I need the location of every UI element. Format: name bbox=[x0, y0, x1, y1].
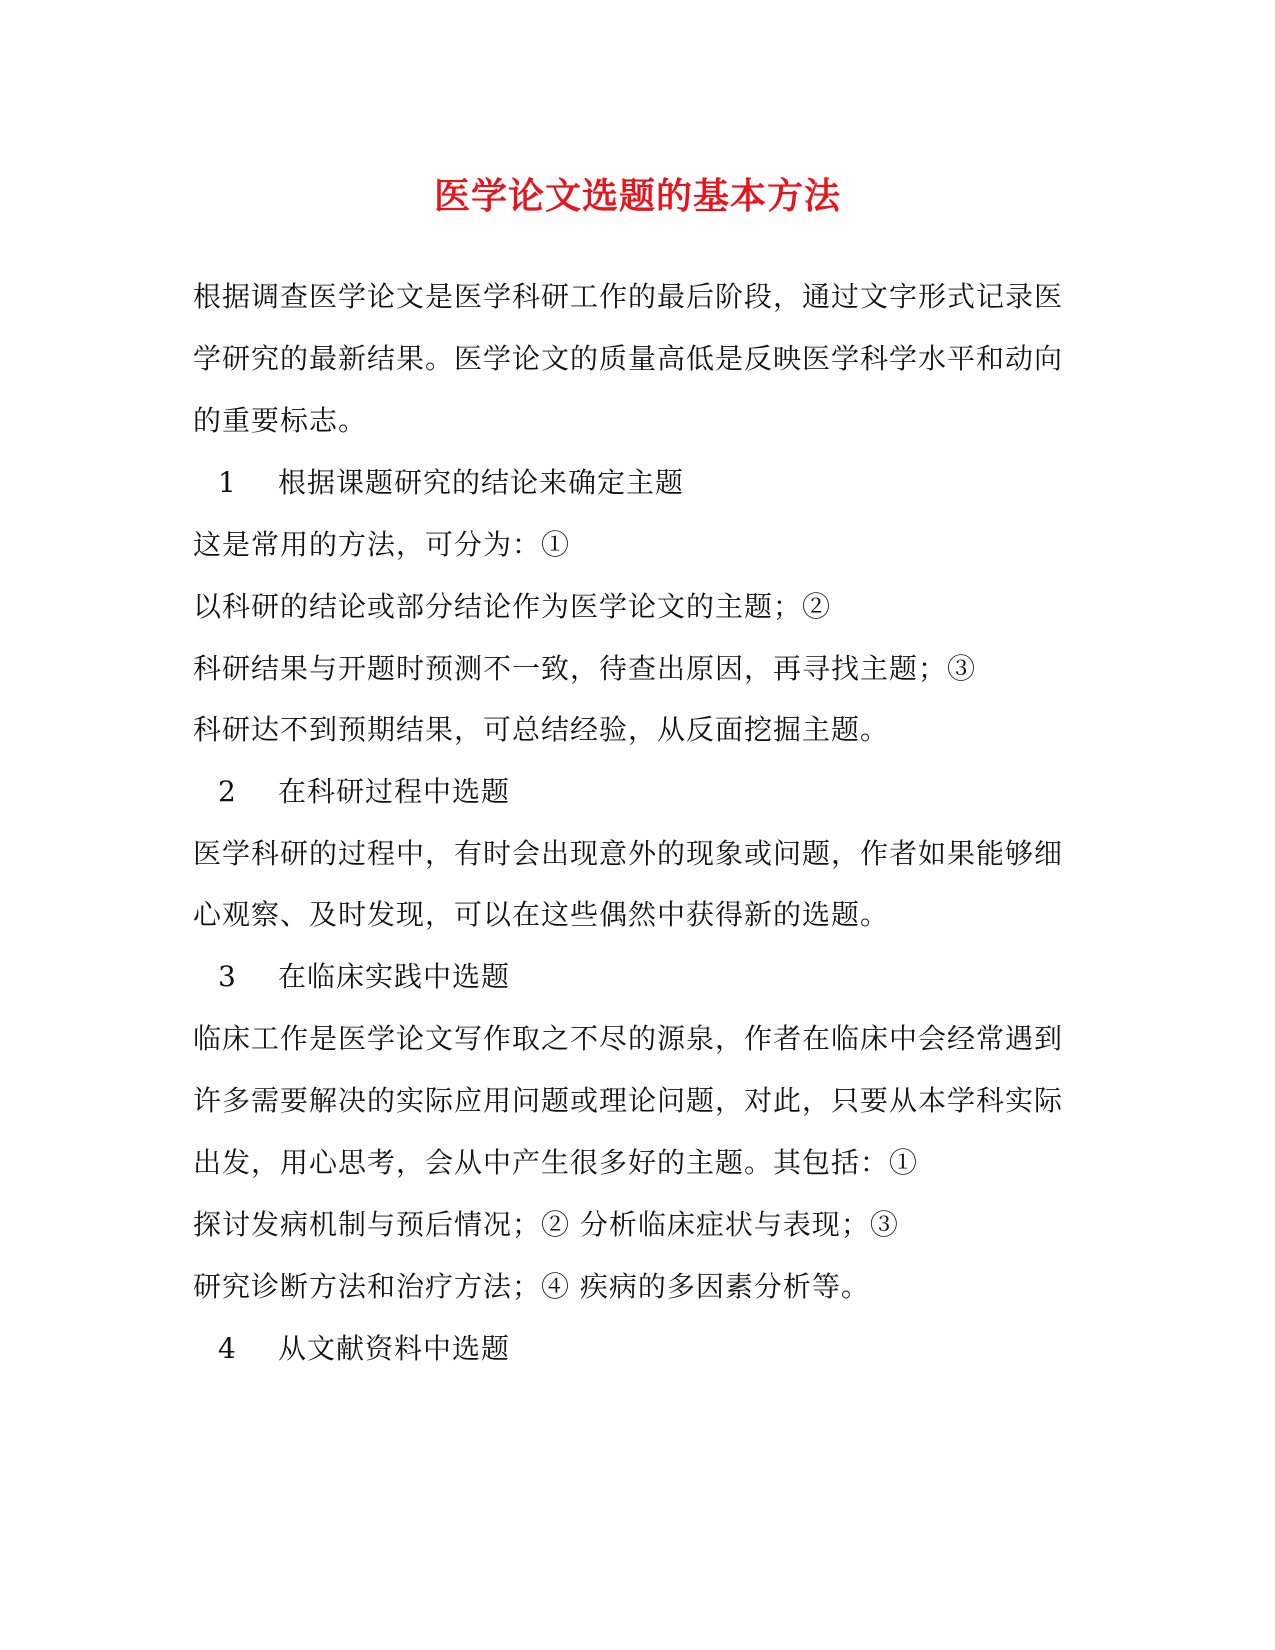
section-number: 3 bbox=[218, 960, 237, 993]
paragraph-line: 科研结果与开题时预测不一致，待查出原因，再寻找主题；③ bbox=[193, 652, 977, 685]
paragraph-line: 根据调查医学论文是医学科研工作的最后阶段，通过文字形式记录医 bbox=[193, 280, 1064, 313]
section-number: 1 bbox=[218, 466, 237, 499]
paragraph-line: 医学科研的过程中，有时会出现意外的现象或问题，作者如果能够细 bbox=[193, 837, 1064, 870]
paragraph-line: 研究诊断方法和治疗方法；④ 疾病的多因素分析等。 bbox=[193, 1270, 870, 1303]
section-title: 在临床实践中选题 bbox=[278, 960, 511, 993]
section-number: 4 bbox=[218, 1332, 237, 1365]
paragraph-line: 以科研的结论或部分结论作为医学论文的主题；② bbox=[193, 590, 832, 623]
paragraph-line: 科研达不到预期结果，可总结经验，从反面挖掘主题。 bbox=[193, 713, 890, 746]
paragraph-line: 许多需要解决的实际应用问题或理论问题，对此，只要从本学科实际 bbox=[193, 1084, 1064, 1117]
section-title: 根据课题研究的结论来确定主题 bbox=[278, 466, 685, 499]
document-title: 医学论文选题的基本方法 bbox=[433, 175, 841, 217]
paragraph-line: 这是常用的方法，可分为：① bbox=[193, 528, 571, 561]
paragraph-line: 心观察、及时发现，可以在这些偶然中获得新的选题。 bbox=[193, 898, 890, 931]
section-number: 2 bbox=[218, 775, 237, 808]
section-title: 在科研过程中选题 bbox=[278, 775, 511, 808]
paragraph-line: 出发，用心思考，会从中产生很多好的主题。其包括：① bbox=[193, 1146, 919, 1179]
paragraph-line: 学研究的最新结果。医学论文的质量高低是反映医学科学水平和动向 bbox=[193, 342, 1064, 375]
paragraph-line: 临床工作是医学论文写作取之不尽的源泉，作者在临床中会经常遇到 bbox=[193, 1022, 1064, 1055]
section-title: 从文献资料中选题 bbox=[278, 1332, 511, 1365]
paragraph-line: 的重要标志。 bbox=[193, 404, 368, 437]
paragraph-line: 探讨发病机制与预后情况；② 分析临床症状与表现；③ bbox=[193, 1208, 899, 1241]
